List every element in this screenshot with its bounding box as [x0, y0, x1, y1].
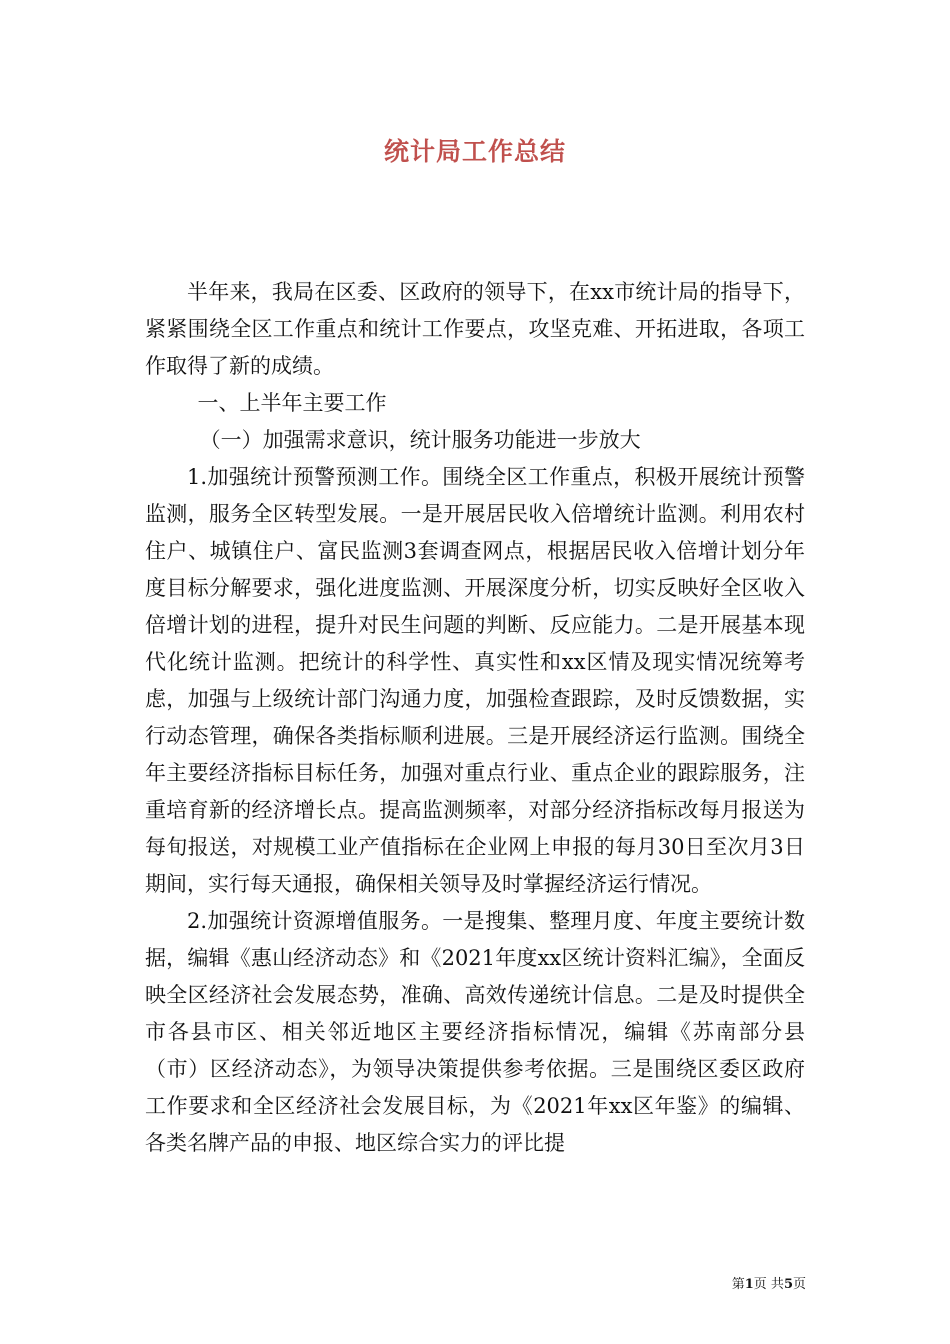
section-heading: 一、上半年主要工作 [197, 391, 387, 415]
footer-current-page: 1 [744, 1277, 754, 1292]
footer-suffix: 页 [792, 1277, 806, 1292]
footer-total-pages: 5 [783, 1277, 793, 1292]
document-title: 统计局工作总结 [383, 137, 566, 166]
paragraph-item-1: 1.加强统计预警预测工作。围绕全区工作重点，积极开展统计预警监测，服务全区转型发展。一是开展居民收入倍增统计监测。利用农村住户、城镇住户、富民监测3套调查网点，根据居民收入倍增计划分年度目标分解要求，强化进度监测、开展深度分析，切实反映好全区收入倍增计划的进程，提升对民生问题的判断、反应能力。二是开展基本现代化统计监测。把统计的科学性、真实性和xx区情及现实情况统筹考虑，加强与上级统计部门沟通力度，加强检查跟踪，及时反馈数据，实行动态管理，确保各类指标顺利进展。三是开展经济运行监测。围绕全年主要经济指标目标任务，加强对重点行业、重点企业的跟踪服务，注重培育新的经济增长点。提高监测频率，对部分经济指标改每月报送为每旬报送，对规模工业产值指标在企业网上申报的每月30日至次月3日期间，实行每天通报，确保相关领导及时掌握经济运行情况。 [145, 465, 805, 896]
paragraph-item-2: 2.加强统计资源增值服务。一是搜集、整理月度、年度主要统计数据，编辑《惠山经济动态》和《2021年度xx区统计资料汇编》，全面反映全区经济社会发展态势，准确、高效传递统计信息。二是及时提供全市各县市区、相关邻近地区主要经济指标情况，编辑《苏南部分县（市）区经济动态》，为领导决策提供参考依据。三是围绕区委区政府工作要求和全区经济社会发展目标，为《2021年xx区年鉴》的编辑、各类名牌产品的申报、地区综合实力的评比提 [145, 909, 805, 1155]
paragraph-intro: 半年来，我局在区委、区政府的领导下，在xx市统计局的指导下，紧紧围绕全区工作重点和统计工作要点，攻坚克难、开拓进取，各项工作取得了新的成绩。 [145, 280, 805, 378]
page-number-footer [0, 1273, 806, 1292]
subsection-heading: （一）加强需求意识，统计服务功能进一步放大 [199, 428, 641, 452]
footer-middle: 页 共 [753, 1277, 784, 1292]
document-body [145, 274, 805, 1162]
footer-prefix: 第 [731, 1277, 745, 1292]
